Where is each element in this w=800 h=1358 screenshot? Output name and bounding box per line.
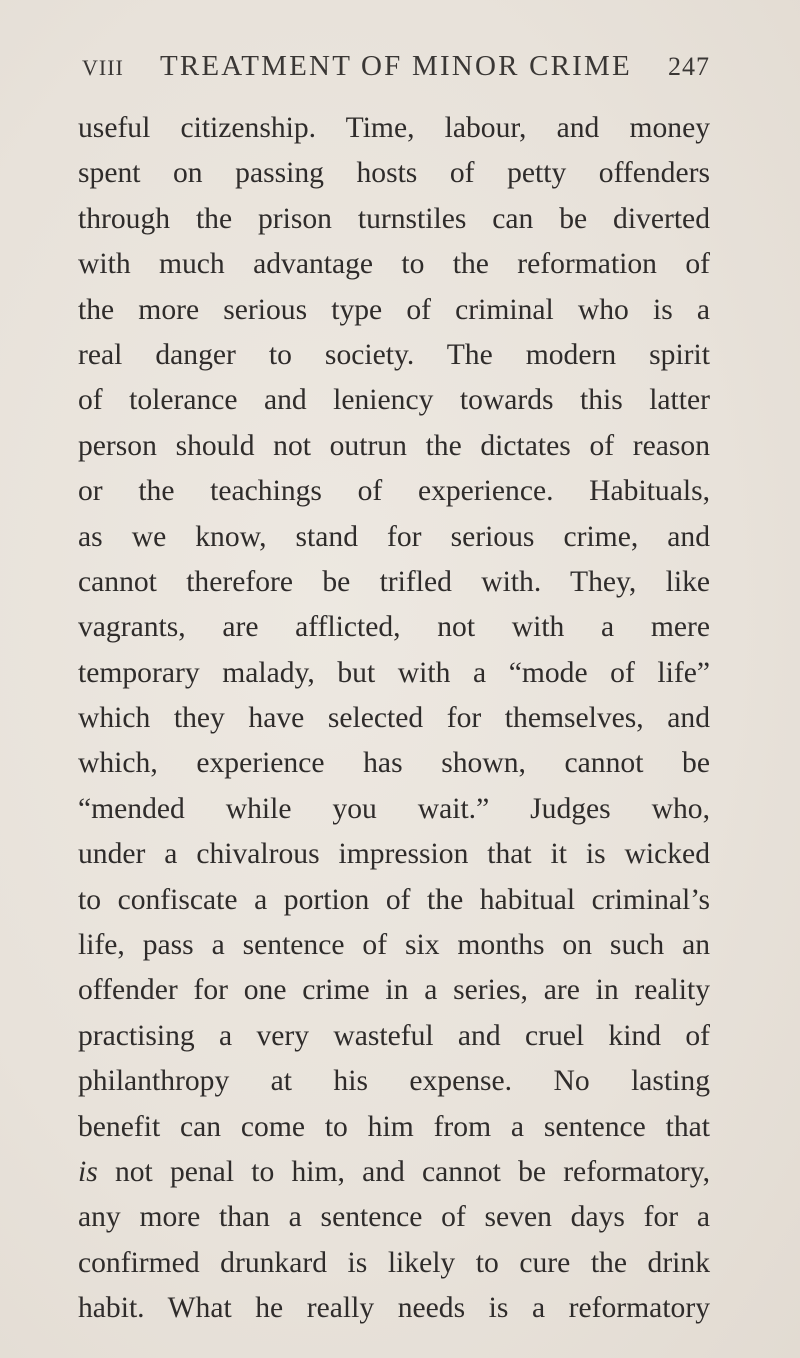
text-line: habit. What he really needs is a reformatory: [78, 1292, 710, 1325]
text-line: confirmed drunkard is likely to cure the drink: [78, 1246, 710, 1279]
page-number: 247: [667, 52, 710, 81]
text-line: any more than a sentence of seven days for a: [78, 1201, 710, 1234]
running-title: TREATMENT OF MINOR CRIME: [159, 50, 632, 82]
text-line: of tolerance and leniency towards this latter: [78, 384, 710, 417]
text-line: practising a very wasteful and cruel kind of: [78, 1019, 710, 1052]
chapter-number: VIII: [82, 55, 124, 80]
text-line: vagrants, are afflicted, not with a mere: [78, 611, 710, 644]
text-line: offender for one crime in a series, are in reality: [78, 974, 710, 1007]
body-text: [78, 106, 710, 1332]
text-line: which they have selected for themselves, and: [78, 702, 710, 735]
text-line: as we know, stand for serious crime, and: [78, 520, 710, 553]
line-remainder: not penal to him, and cannot be reformatory,: [97, 1155, 710, 1188]
text-line: philanthropy at his expense. No lasting: [78, 1065, 710, 1098]
text-line: under a chivalrous impression that it is wicked: [78, 838, 710, 871]
text-line: benefit can come to him from a sentence that: [78, 1110, 710, 1143]
text-line: which, experience has shown, cannot be: [78, 747, 710, 780]
text-line-italic-start: [78, 1150, 710, 1195]
text-line: or the teachings of experience. Habituals,: [78, 475, 710, 508]
italic-word: is: [78, 1155, 98, 1188]
text-line: person should not outrun the dictates of reason: [78, 429, 710, 462]
text-line: cannot therefore be trifled with. They, like: [78, 565, 710, 598]
text-line: temporary malady, but with a “mode of life”: [78, 656, 710, 689]
text-line: through the prison turnstiles can be diverted: [78, 202, 710, 235]
text-line: spent on passing hosts of petty offenders: [78, 157, 710, 190]
text-line: life, pass a sentence of six months on such an: [78, 929, 710, 962]
text-line: the more serious type of criminal who is a: [78, 293, 710, 326]
text-line: useful citizenship. Time, labour, and money: [78, 112, 710, 144]
text-line: “mended while you wait.” Judges who,: [78, 792, 710, 825]
running-head: [82, 50, 710, 90]
text-line: with much advantage to the reformation of: [78, 248, 710, 281]
text-line: to confiscate a portion of the habitual criminal’s: [78, 883, 710, 916]
text-line: real danger to society. The modern spirit: [78, 338, 710, 371]
